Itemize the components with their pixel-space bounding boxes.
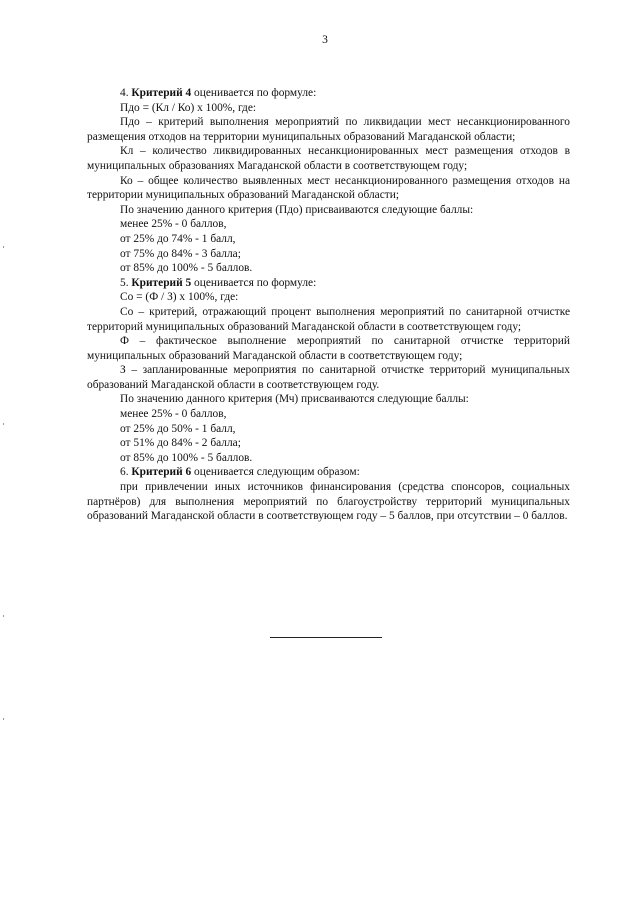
- criterion-5-score-item: менее 25% - 0 баллов,: [120, 408, 227, 421]
- criterion-4-definition-kl: Кл – количество ликвидированных несанкционированных мест размещения отходов в муниципальных образованиях Магаданской области в соответствующем году;: [87, 145, 570, 172]
- document-body: [87, 86, 570, 524]
- criterion-4-scoring-intro: По значению данного критерия (Пдо) присваиваются следующие баллы:: [120, 203, 474, 216]
- criterion-6-description: при привлечении иных источников финансирования (средства спонсоров, социальных партнёров) для выполнения мероприятий по благоустройству территорий муниципальных образований Магаданской области в соответствующем году – 5 баллов, при отсутствии – 0 баллов.: [87, 481, 570, 523]
- criterion-4-score-item: от 75% до 84% - 3 балла;: [120, 247, 241, 260]
- criterion-5-definition-f: Ф – фактическое выполнение мероприятий по санитарной отчистке территорий муниципальных образований Магаданской области в соответствующем году;: [87, 335, 570, 362]
- criterion-4-heading: 4. Критерий 4 оценивается по формуле:: [120, 87, 317, 99]
- criterion-4-definition-pdo: Пдо – критерий выполнения мероприятий по ликвидации мест несанкционированного размещения отходов на территории муниципальных образований Магаданской области;: [87, 116, 570, 143]
- criterion-5-score-item: от 85% до 100% - 5 баллов.: [120, 451, 253, 464]
- criterion-4-definition-ko: Ко – общее количество выявленных мест несанкционированного размещения отходов на территории муниципальных образований Магаданской области;: [87, 174, 570, 202]
- criterion-5-formula: Со = (Ф / З) х 100%, где:: [120, 291, 239, 304]
- criterion-6-heading: 6. Критерий 6 оценивается следующим образом:: [120, 466, 360, 479]
- criterion-5-title: Критерий 5: [131, 276, 192, 289]
- criterion-5-heading: 5. Критерий 5 оценивается по формуле:: [120, 276, 317, 289]
- scan-mark: [3, 615, 4, 617]
- criterion-4-score-item: от 85% до 100% - 5 баллов.: [120, 262, 253, 275]
- scan-mark: [3, 246, 4, 248]
- criterion-4-formula: Пдо = (Кл / Ко) х 100%, где:: [120, 101, 257, 114]
- page-number: 3: [322, 34, 328, 46]
- criterion-5-score-item: от 25% до 50% - 1 балл,: [120, 422, 236, 435]
- criterion-5-definition-z: З – запланированные мероприятия по санитарной отчистке территорий муниципальных образований Магаданской области в соответствующем году.: [87, 364, 570, 391]
- criterion-5-definition-co: Со – критерий, отражающий процент выполнения мероприятий по санитарной отчистке территорий муниципальных образований Магаданской области в соответствующем году;: [87, 305, 570, 333]
- criterion-6-title: Критерий 6: [131, 466, 192, 479]
- criterion-4-title: Критерий 4: [131, 87, 192, 99]
- criterion-4-score-item: менее 25% - 0 баллов,: [120, 218, 227, 231]
- criterion-4-score-item: от 25% до 74% - 1 балл,: [120, 232, 236, 245]
- end-divider: [270, 637, 382, 638]
- scan-mark: [3, 423, 4, 425]
- criterion-5-scoring-intro: По значению данного критерия (Мч) присваиваются следующие баллы:: [120, 393, 469, 406]
- criterion-5-score-item: от 51% до 84% - 2 балла;: [120, 437, 241, 450]
- scan-mark: [3, 718, 4, 720]
